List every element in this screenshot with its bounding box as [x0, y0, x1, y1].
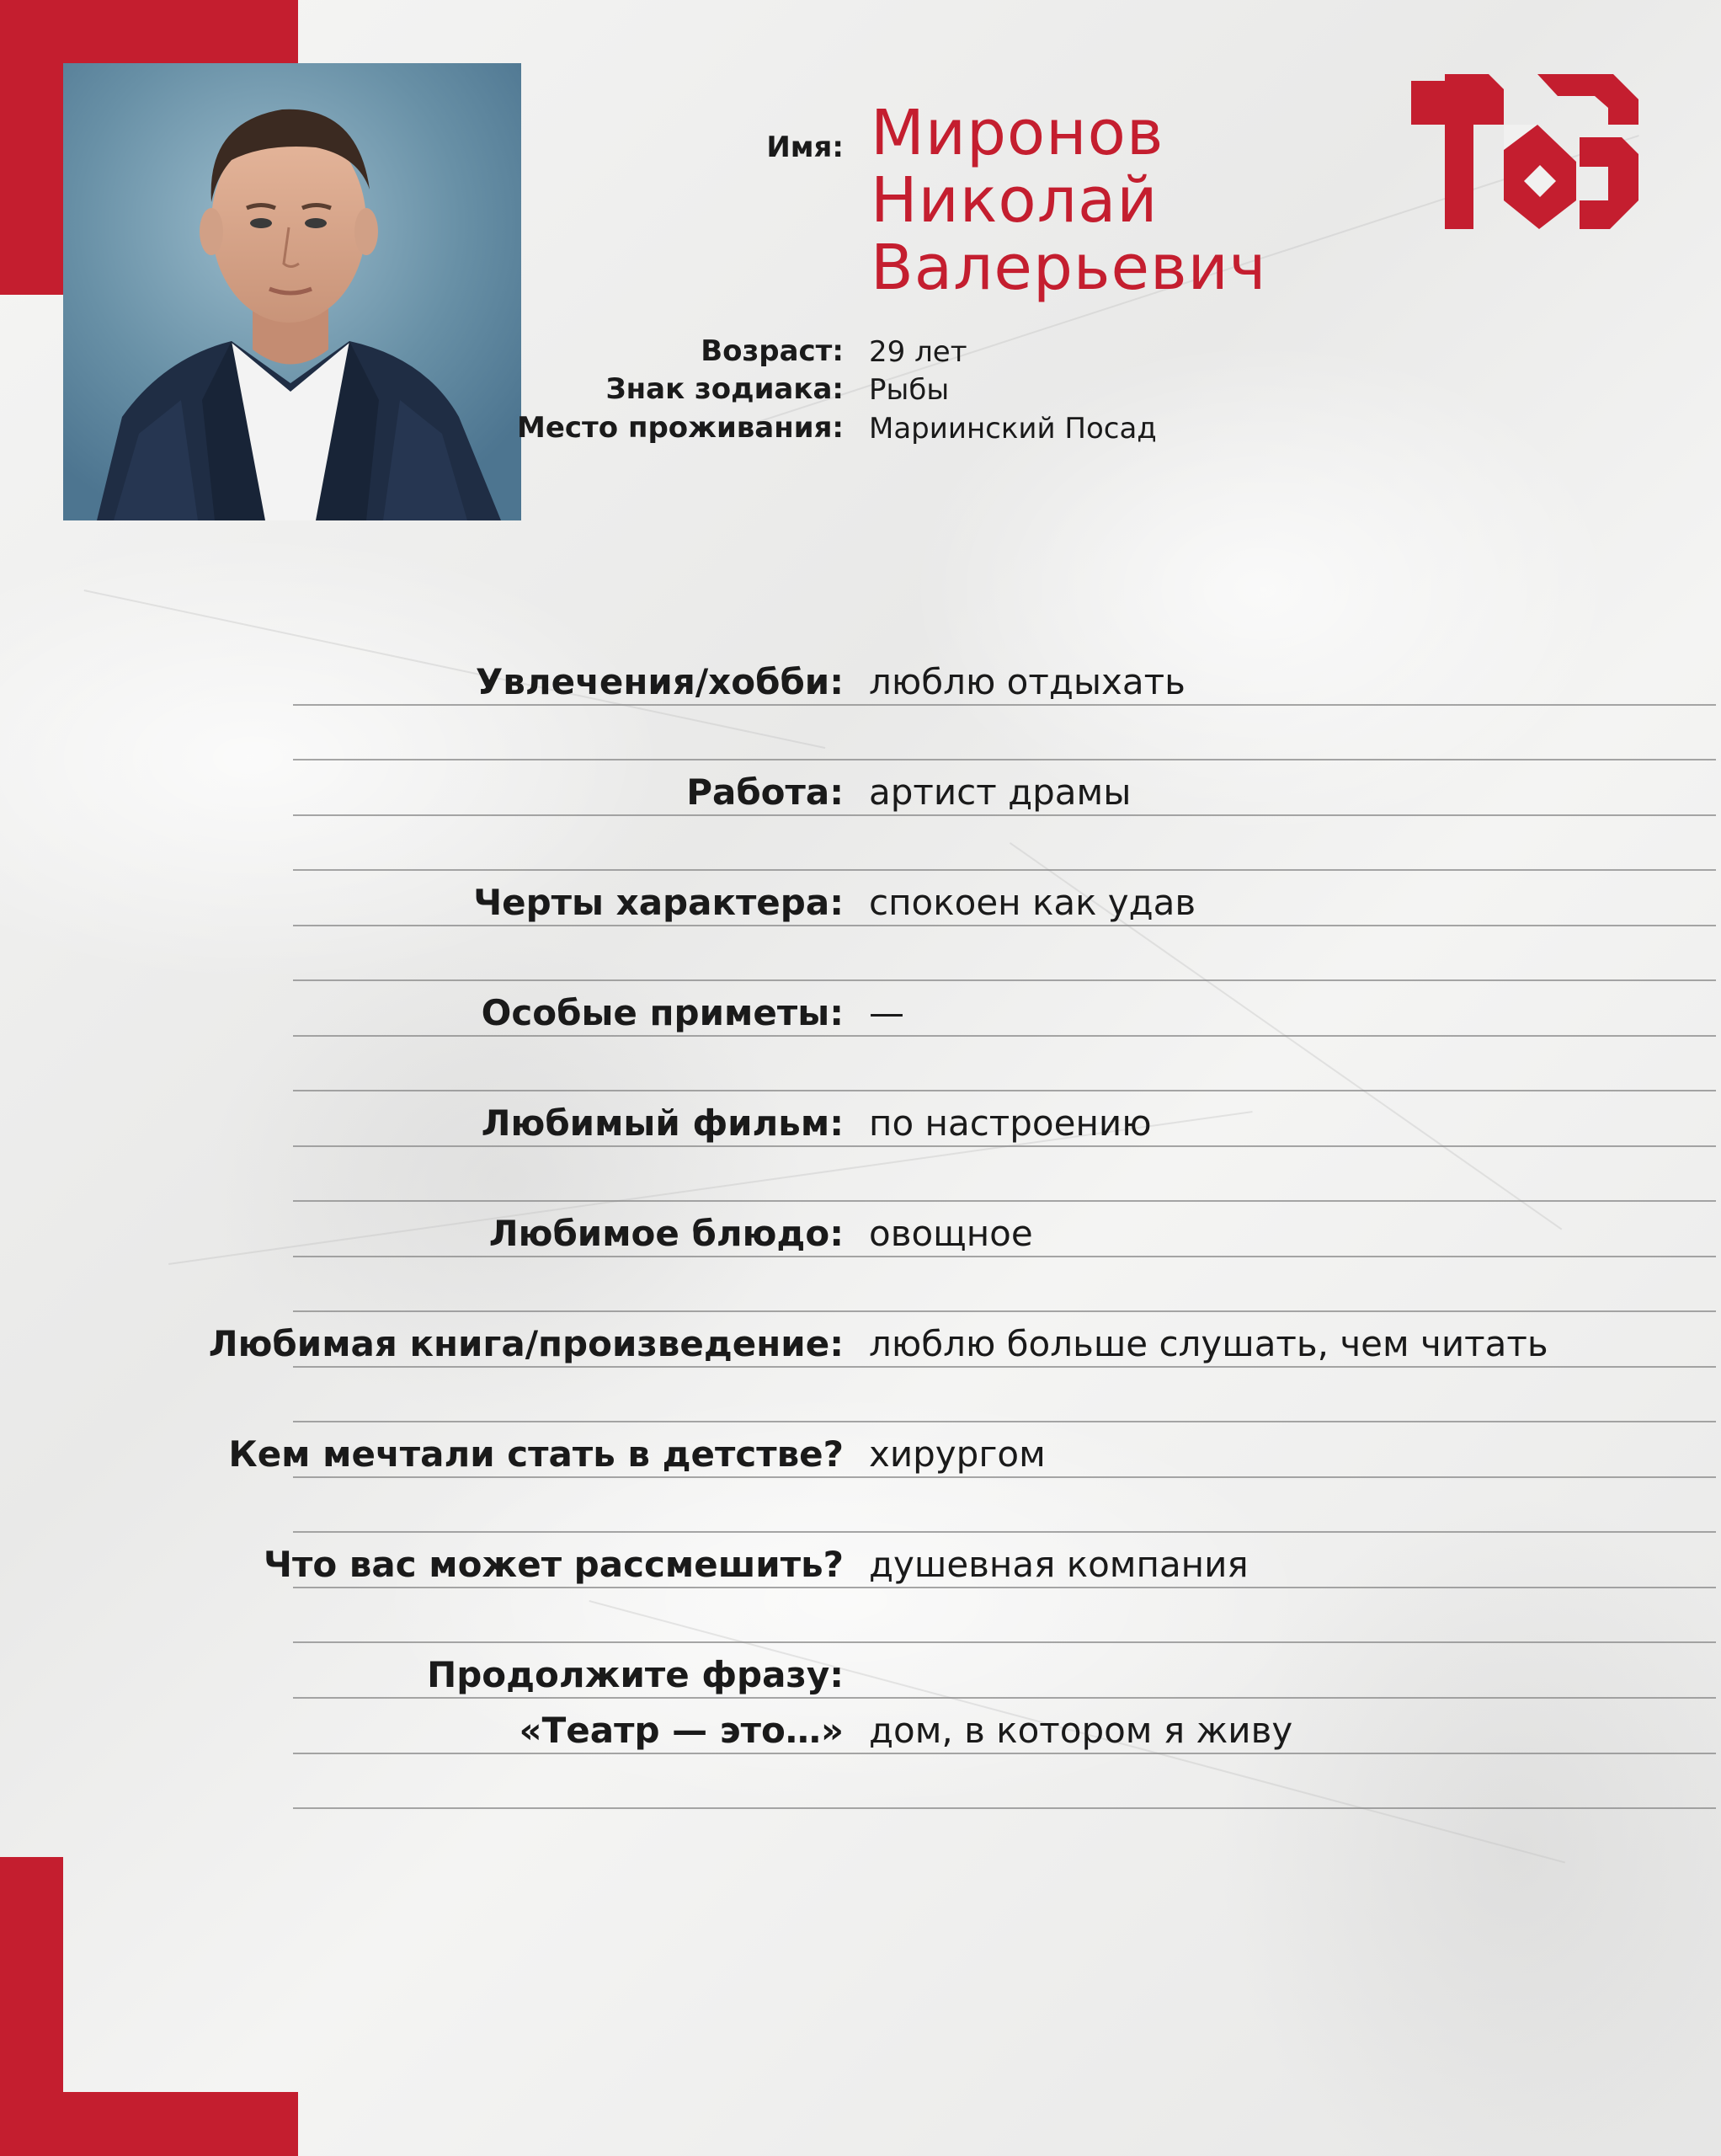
q-film-label: Любимый фильм: — [481, 1102, 844, 1144]
rule-line — [293, 1531, 1716, 1533]
rule-line — [293, 1807, 1716, 1809]
portrait-illustration — [63, 63, 521, 520]
corner-accent-left-bottom — [0, 1857, 63, 2156]
residence-value: Мариинский Посад — [869, 412, 1157, 446]
patronymic: Валерьевич — [871, 232, 1267, 304]
q-hobby-label: Увлечения/хобби: — [475, 661, 844, 702]
q-book-label: Любимая книга/произведение: — [208, 1323, 844, 1364]
q-dish-value: овощное — [869, 1213, 1033, 1254]
rule-line — [293, 925, 1716, 926]
q-work-label: Работа: — [686, 771, 844, 813]
rule-line — [293, 1587, 1716, 1588]
rule-line — [293, 1145, 1716, 1147]
first-name: Николай — [871, 164, 1159, 237]
rule-line — [293, 1697, 1716, 1699]
q-film-value: по настроению — [869, 1102, 1152, 1144]
rule-line — [293, 759, 1716, 760]
rule-line — [293, 1753, 1716, 1754]
q-laugh-value: душевная компания — [869, 1544, 1249, 1585]
q-dream-value: хирургом — [869, 1433, 1046, 1475]
rule-line — [293, 1641, 1716, 1643]
q-marks-label: Особые приметы: — [481, 992, 844, 1033]
q-hobby-value: люблю отдыхать — [869, 661, 1186, 702]
age-label: Возраст: — [701, 334, 844, 368]
residence-label: Место проживания: — [517, 411, 844, 445]
rule-line — [293, 1310, 1716, 1312]
q-phrase-label: Продолжите фразу: — [427, 1654, 844, 1695]
zodiac-label: Знак зодиака: — [605, 372, 844, 406]
q-dream-label: Кем мечтали стать в детстве? — [228, 1433, 844, 1475]
rule-line — [293, 1366, 1716, 1368]
q-work-value: артист драмы — [869, 771, 1132, 813]
q-marks-value: — — [869, 992, 904, 1033]
rule-line — [293, 1090, 1716, 1091]
portrait-photo — [63, 63, 521, 520]
q-phrase-label-2: «Театр — это…» — [519, 1710, 844, 1751]
rule-line — [293, 814, 1716, 816]
q-phrase-value: дом, в котором я живу — [869, 1710, 1293, 1751]
rule-line — [293, 1035, 1716, 1037]
rule-line — [293, 1200, 1716, 1202]
q-dish-label: Любимое блюдо: — [488, 1213, 844, 1254]
full-name — [871, 99, 1266, 302]
age-value: 29 лет — [869, 335, 967, 369]
q-book-value: люблю больше слушать, чем читать — [869, 1323, 1548, 1364]
rule-line — [293, 869, 1716, 871]
q-character-label: Черты характера: — [473, 882, 844, 923]
corner-accent-left-top — [0, 0, 63, 295]
last-name: Миронов — [871, 97, 1164, 169]
rule-line — [293, 1256, 1716, 1257]
rule-line — [293, 704, 1716, 706]
rule-line — [293, 1421, 1716, 1422]
rule-line — [293, 1476, 1716, 1478]
name-label: Имя: — [766, 131, 844, 164]
q-laugh-label: Что вас может рассмешить? — [264, 1544, 844, 1585]
zodiac-value: Рыбы — [869, 373, 950, 407]
theatre-logo-icon — [1411, 74, 1638, 229]
rule-line — [293, 979, 1716, 981]
q-character-value: спокоен как удав — [869, 882, 1196, 923]
